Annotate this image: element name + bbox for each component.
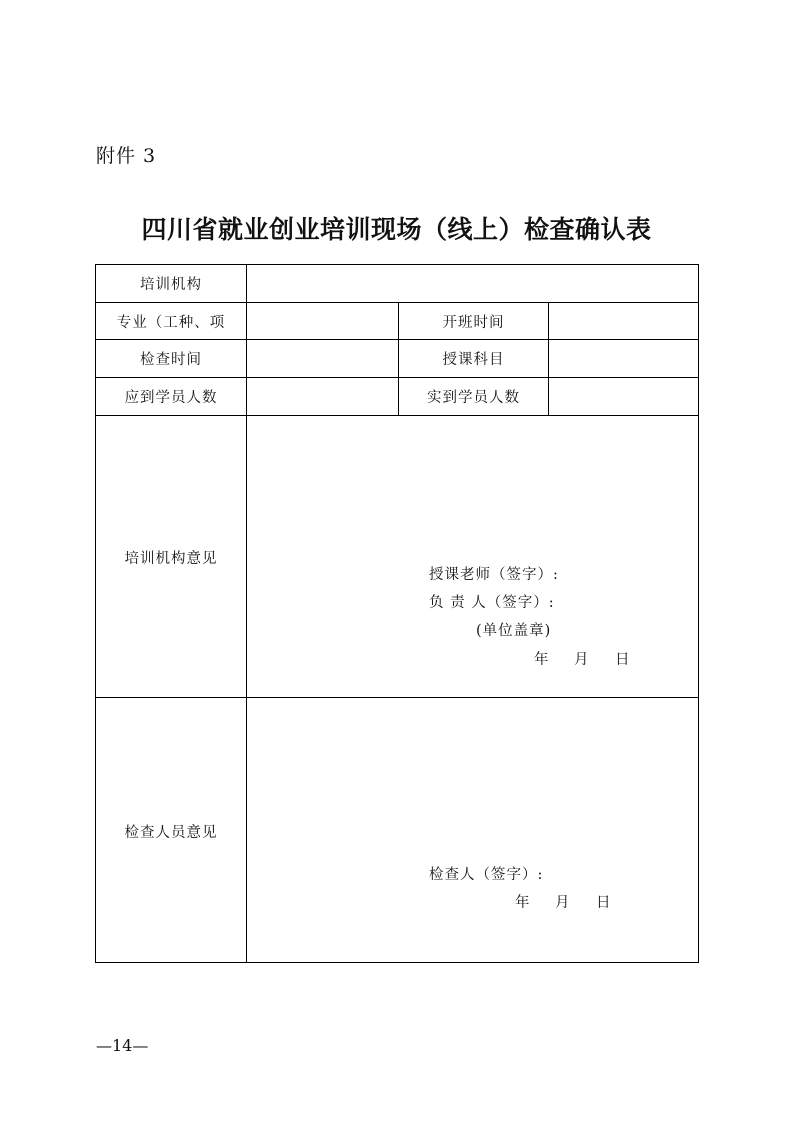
- inspector-signature-line: 检查人（签字）:: [429, 867, 544, 883]
- specialty-field[interactable]: [247, 303, 398, 339]
- date-day-label: 日: [615, 652, 631, 668]
- actual-students-label: 实到学员人数: [427, 390, 520, 406]
- date-month-label: 月: [555, 895, 571, 911]
- expected-students-label: 应到学员人数: [124, 390, 218, 406]
- date-year-label: 年: [534, 652, 550, 668]
- institution-opinion-area[interactable]: [247, 416, 698, 697]
- attachment-label: 附件 3: [96, 145, 157, 167]
- date-year-label: 年: [515, 895, 531, 911]
- inspector-opinion-label: 检查人员意见: [124, 825, 218, 841]
- page-title: 四川省就业创业培训现场（线上）检查确认表: [141, 215, 652, 244]
- course-subject-label: 授课科目: [442, 352, 505, 368]
- actual-students-field[interactable]: [549, 378, 698, 415]
- class-start-time-label: 开班时间: [442, 314, 505, 331]
- inspection-time-label: 检查时间: [140, 352, 202, 368]
- training-institution-field[interactable]: [247, 265, 698, 302]
- expected-students-field[interactable]: [247, 378, 398, 415]
- page-number: —14—: [96, 1036, 149, 1055]
- course-subject-field[interactable]: [549, 340, 698, 377]
- inspection-form-table: [95, 264, 699, 963]
- inspector-opinion-area[interactable]: [247, 698, 698, 962]
- responsible-person-signature-line: 负 责 人（签字）:: [429, 595, 555, 611]
- date-day-label: 日: [596, 895, 612, 911]
- class-start-time-field[interactable]: [549, 303, 698, 339]
- teacher-signature-line: 授课老师（签字）:: [429, 567, 559, 583]
- institution-opinion-label: 培训机构意见: [124, 551, 218, 567]
- training-institution-label: 培训机构: [140, 277, 202, 293]
- inspection-time-field[interactable]: [247, 340, 398, 377]
- date-month-label: 月: [574, 652, 590, 668]
- specialty-label: 专业（工种、项: [116, 314, 226, 331]
- unit-seal-label: (单位盖章): [476, 623, 552, 639]
